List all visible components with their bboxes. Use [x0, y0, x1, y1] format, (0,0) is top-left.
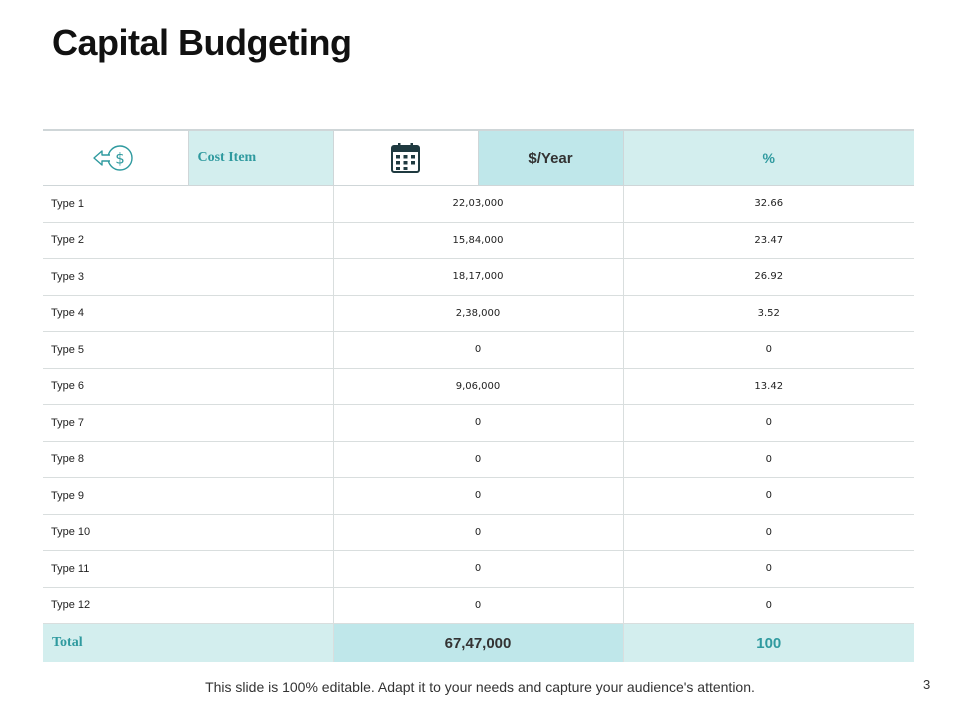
- percent-cell: 0: [623, 478, 914, 515]
- cost-item-cell: Type 5: [43, 332, 333, 369]
- per-year-cell: 9,06,000: [333, 368, 623, 405]
- per-year-cell: 0: [333, 551, 623, 588]
- table-row: [43, 551, 914, 588]
- percent-cell: 3.52: [623, 295, 914, 332]
- table-row: [43, 259, 914, 296]
- table-row: [43, 514, 914, 551]
- table-row: [43, 332, 914, 369]
- table-row: [43, 405, 914, 442]
- cost-item-cell: Type 3: [43, 259, 333, 296]
- cost-item-cell: Type 8: [43, 441, 333, 478]
- percent-cell: 0: [623, 587, 914, 624]
- percent-cell: 0: [623, 441, 914, 478]
- per-year-header: $/Year: [478, 130, 623, 186]
- per-year-cell: 18,17,000: [333, 259, 623, 296]
- percent-cell: 23.47: [623, 222, 914, 259]
- money-icon-cell: [43, 130, 188, 186]
- percent-cell: 0: [623, 405, 914, 442]
- per-year-cell: 0: [333, 478, 623, 515]
- dollar-arrow-icon: [90, 149, 140, 166]
- percent-cell: 0: [623, 551, 914, 588]
- cost-item-cell: Type 10: [43, 514, 333, 551]
- cost-item-cell: Type 9: [43, 478, 333, 515]
- cost-item-cell: Type 6: [43, 368, 333, 405]
- capital-budget-table: [43, 129, 914, 662]
- cost-item-cell: Type 2: [43, 222, 333, 259]
- percent-cell: 13.42: [623, 368, 914, 405]
- calendar-icon: [389, 149, 423, 166]
- per-year-cell: 22,03,000: [333, 186, 623, 223]
- table-row: [43, 186, 914, 223]
- table-row: [43, 587, 914, 624]
- per-year-cell: 0: [333, 441, 623, 478]
- footer-note: This slide is 100% editable. Adapt it to your needs and capture your audience's attention.: [205, 679, 755, 695]
- slide-number: 3: [923, 677, 931, 692]
- percent-cell: 26.92: [623, 259, 914, 296]
- per-year-cell: 15,84,000: [333, 222, 623, 259]
- cost-item-cell: Type 7: [43, 405, 333, 442]
- percent-cell: 32.66: [623, 186, 914, 223]
- percent-header: %: [623, 130, 914, 186]
- per-year-cell: 2,38,000: [333, 295, 623, 332]
- total-percent: 100: [623, 624, 914, 663]
- table-row: [43, 295, 914, 332]
- percent-cell: 0: [623, 332, 914, 369]
- table-row: [43, 441, 914, 478]
- total-per-year: 67,47,000: [333, 624, 623, 663]
- per-year-cell: 0: [333, 587, 623, 624]
- per-year-cell: 0: [333, 405, 623, 442]
- total-label: Total: [43, 624, 333, 663]
- slide-title: Capital Budgeting: [52, 22, 352, 63]
- table-header-row: [43, 130, 914, 186]
- table-row: [43, 222, 914, 259]
- percent-cell: 0: [623, 514, 914, 551]
- cost-item-cell: Type 12: [43, 587, 333, 624]
- cost-item-header: Cost Item: [188, 130, 333, 186]
- calendar-icon-cell: [333, 130, 478, 186]
- cost-item-cell: Type 11: [43, 551, 333, 588]
- cost-item-cell: Type 1: [43, 186, 333, 223]
- table-row: [43, 368, 914, 405]
- per-year-cell: 0: [333, 514, 623, 551]
- total-row: [43, 624, 914, 663]
- table-row: [43, 478, 914, 515]
- svg-text:$: $: [115, 149, 126, 168]
- per-year-cell: 0: [333, 332, 623, 369]
- cost-item-cell: Type 4: [43, 295, 333, 332]
